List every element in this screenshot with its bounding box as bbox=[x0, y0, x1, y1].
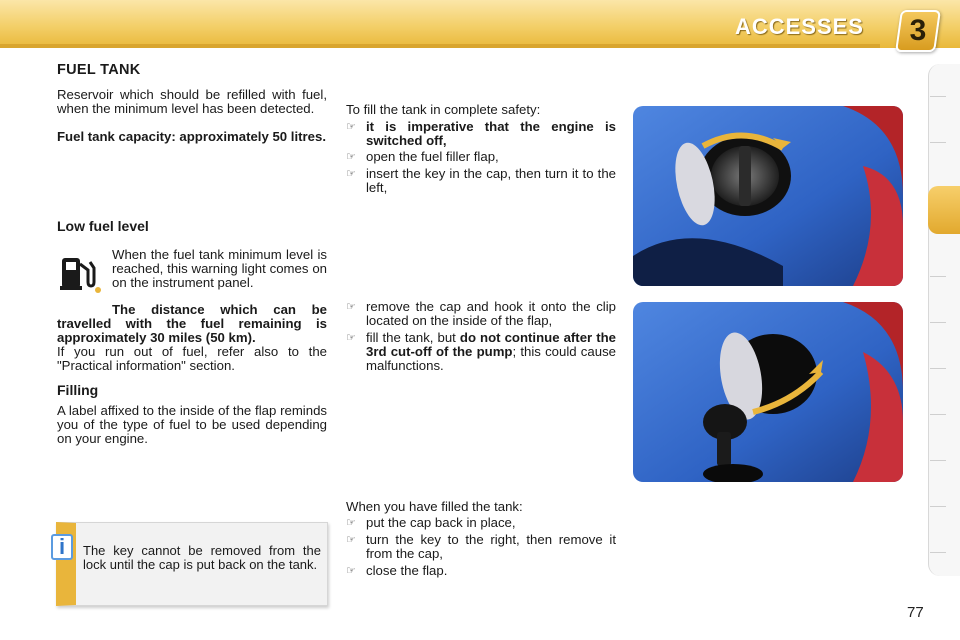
pointing-hand-icon: ☞ bbox=[346, 332, 356, 344]
after-filling-step-3 bbox=[346, 564, 616, 578]
low-fuel-warning-text: When the fuel tank minimum level is reached, this warning light comes on on the instrument panel. bbox=[112, 247, 327, 290]
after-filling-step-2 bbox=[346, 533, 616, 561]
chapter-tab-divider bbox=[930, 322, 946, 323]
low-fuel-run-out-text: If you run out of fuel, refer also to the "Practical information" section. bbox=[57, 344, 327, 373]
page-number: 77 bbox=[907, 604, 924, 621]
safety-step-1-text: it is imperative that the engine is switched off, bbox=[366, 119, 616, 148]
header-rule bbox=[0, 44, 880, 48]
chapter-tab-divider bbox=[930, 142, 946, 143]
photo-fuel-cap-open-flap bbox=[633, 106, 903, 286]
chapter-tab-divider bbox=[930, 276, 946, 277]
chapter-tab-active[interactable] bbox=[928, 186, 960, 234]
chapter-tab-divider bbox=[930, 506, 946, 507]
after-filling-step-1 bbox=[346, 516, 616, 530]
fuel-tank-heading: FUEL TANK bbox=[57, 62, 141, 78]
fuel-tank-intro: Reservoir which should be refilled with fuel, when the minimum level has been detected. bbox=[57, 87, 327, 116]
safety-step-4 bbox=[346, 300, 616, 328]
pointing-hand-icon: ☞ bbox=[346, 565, 356, 577]
pointing-hand-icon: ☞ bbox=[346, 517, 356, 529]
safety-step-2-text: open the fuel filler flap, bbox=[366, 149, 499, 164]
pointing-hand-icon: ☞ bbox=[346, 534, 356, 546]
safety-step-4-text: remove the cap and hook it onto the clip located on the inside of the flap, bbox=[366, 299, 616, 328]
step5-emphasis: do not continue after the 3rd cut-off of the pump bbox=[366, 330, 616, 359]
after-filling-step-2-text: turn the key to the right, then remove it from the cap, bbox=[366, 532, 616, 561]
safety-step-5 bbox=[346, 331, 616, 373]
safety-step-1 bbox=[346, 120, 616, 148]
safety-step-2 bbox=[346, 150, 616, 164]
filling-label-text: A label affixed to the inside of the flap reminds you of the type of fuel to be used depending on your engine. bbox=[57, 403, 327, 446]
after-filling-step-1-text: put the cap back in place, bbox=[366, 515, 516, 530]
filling-heading: Filling bbox=[57, 382, 99, 398]
pointing-hand-icon: ☞ bbox=[346, 121, 356, 133]
chapter-tab-divider bbox=[930, 414, 946, 415]
chapter-tab-divider bbox=[930, 368, 946, 369]
safety-step-5-text bbox=[366, 331, 616, 373]
low-fuel-heading: Low fuel level bbox=[57, 218, 149, 234]
safety-step-3-text: insert the key in the cap, then turn it to the left, bbox=[366, 166, 616, 195]
info-note-text: The key cannot be removed from the lock until the cap is put back on the tank. bbox=[83, 543, 321, 572]
safety-intro: To fill the tank in complete safety: bbox=[346, 102, 541, 117]
pointing-hand-icon: ☞ bbox=[346, 168, 356, 180]
section-title: ACCESSES bbox=[734, 14, 864, 39]
after-filling-step-3-text: close the flap. bbox=[366, 563, 448, 578]
pointing-hand-icon: ☞ bbox=[346, 301, 356, 313]
low-fuel-distance-text: The distance which can be travelled with the fuel remaining is approximately 30 miles (50 km). bbox=[57, 302, 327, 345]
photo-fuel-cap-removed bbox=[633, 302, 903, 482]
chapter-tab-rail bbox=[928, 64, 960, 576]
info-icon: i bbox=[51, 534, 73, 560]
chapter-tab-divider bbox=[930, 552, 946, 553]
after-filling-intro: When you have filled the tank: bbox=[346, 499, 523, 514]
fuel-pump-icon bbox=[58, 254, 102, 294]
pointing-hand-icon: ☞ bbox=[346, 151, 356, 163]
chapter-tab-divider bbox=[930, 460, 946, 461]
safety-step-3 bbox=[346, 167, 616, 195]
chapter-tab-divider bbox=[930, 96, 946, 97]
chapter-number: 3 bbox=[909, 14, 927, 47]
step5-prefix: fill the tank, but bbox=[366, 330, 460, 345]
step5-suffix: ; this could cause malfunctions. bbox=[366, 344, 616, 373]
fuel-tank-capacity: Fuel tank capacity: approximately 50 litres. bbox=[57, 129, 326, 144]
